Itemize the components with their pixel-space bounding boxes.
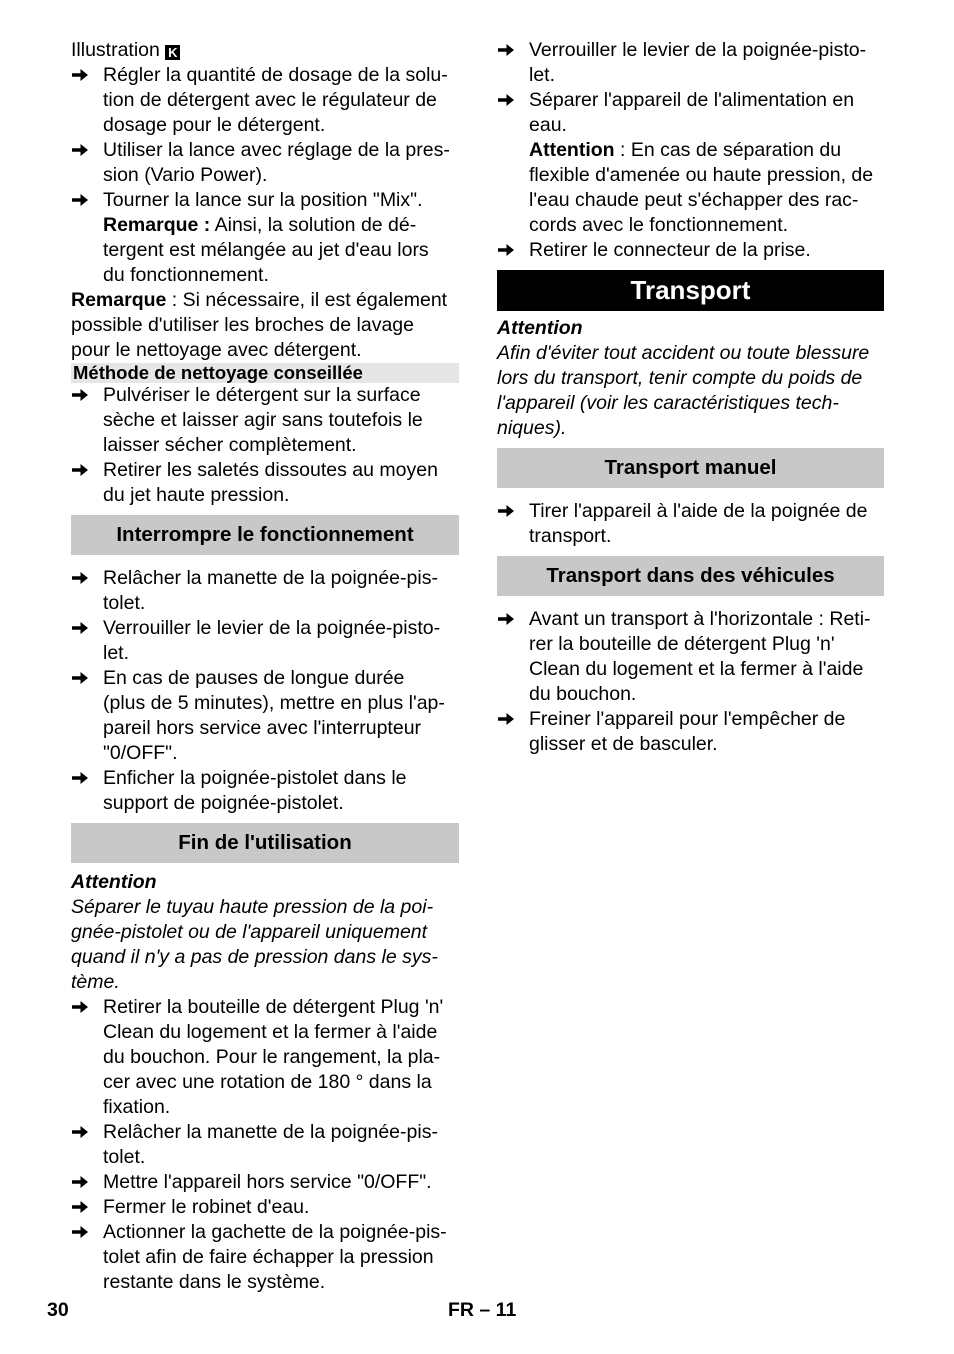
- arrow-right-icon: [497, 38, 519, 63]
- list-item-text: Relâcher la manette de la poignée-pis- tolet.: [103, 1121, 438, 1168]
- list-item: [71, 63, 459, 138]
- list-item-text: Séparer l'appareil de l'alimentation en eau.: [529, 89, 855, 136]
- list-item: [71, 188, 459, 213]
- arrow-right-icon: [71, 1220, 93, 1245]
- illustration-ref: Illustration K: [71, 38, 459, 63]
- list-item-text: Freiner l'appareil pour l'empêcher de glisser et de basculer.: [529, 708, 846, 755]
- bullet-list-e: [497, 38, 884, 138]
- remark-1-lines: Ainsi, la solution de dé- tergent est mélangée au jet d'eau lors du fonctionnement.: [103, 214, 429, 286]
- attention-text-transport: Afin d'éviter tout accident ou toute blessure lors du transport, tenir compte du poids de l'appareil (voir les caractéristiques tech- niques).: [497, 342, 870, 439]
- list-item-text: Retirer la bouteille de détergent Plug 'n' Clean du logement et la fermer à l'aide du bouchon. Pour le rangement, la pla- cer avec une rotation de 180 ° dans la fixation.: [103, 996, 444, 1118]
- section-heading-transport-vehicules: Transport dans des véhicules: [497, 556, 884, 596]
- list-item-text: Utiliser la lance avec réglage de la pres- sion (Vario Power).: [103, 139, 450, 186]
- list-item: [497, 499, 884, 549]
- list-item: [71, 458, 459, 508]
- arrow-right-icon: [71, 138, 93, 163]
- list-item: [71, 1170, 459, 1195]
- list-item: [497, 38, 884, 88]
- list-item: [71, 995, 459, 1120]
- list-item-text: Tourner la lance sur la position "Mix".: [103, 189, 423, 211]
- bullet-list-d: [71, 995, 459, 1295]
- list-item: [71, 1220, 459, 1295]
- list-item-text: Enficher la poignée-pistolet dans le support de poignée-pistolet.: [103, 767, 407, 814]
- list-item: [497, 238, 884, 263]
- bullet-list-h: [497, 607, 884, 757]
- remark-2-lines: : Si nécessaire, il est également possible d'utiliser les broches de lavage pour le nettoyage avec détergent.: [71, 289, 448, 361]
- illustration-k-badge: K: [165, 45, 180, 60]
- right-column: [497, 38, 884, 757]
- list-item-text: Retirer le connecteur de la prise.: [529, 239, 811, 261]
- list-item: [497, 88, 884, 138]
- list-item: [497, 607, 884, 707]
- list-item: [71, 766, 459, 816]
- list-item: [71, 666, 459, 766]
- arrow-right-icon: [71, 1195, 93, 1220]
- list-item-text: Régler la quantité de dosage de la solu- tion de détergent avec le régulateur de dosage pour le détergent.: [103, 64, 448, 136]
- list-item-text: Pulvériser le détergent sur la surface sèche et laisser agir sans toutefois le laisser sécher complètement.: [103, 384, 423, 456]
- list-item-text: Retirer les saletés dissoutes au moyen du jet haute pression.: [103, 459, 438, 506]
- bullet-list-a: [71, 63, 459, 213]
- arrow-right-icon: [71, 188, 93, 213]
- bullet-list-c: [71, 566, 459, 816]
- list-item-text: Verrouiller le levier de la poignée-pisto- let.: [529, 39, 867, 86]
- list-item: [71, 383, 459, 458]
- list-item: [71, 138, 459, 188]
- arrow-right-icon: [71, 1170, 93, 1195]
- list-item-text: Relâcher la manette de la poignée-pis- tolet.: [103, 567, 438, 614]
- arrow-right-icon: [71, 566, 93, 591]
- arrow-right-icon: [497, 707, 519, 732]
- arrow-right-icon: [71, 995, 93, 1020]
- arrow-right-icon: [71, 616, 93, 641]
- list-item-text: En cas de pauses de longue durée (plus de 5 minutes), mettre en plus l'ap- pareil hors service avec l'interrupteur "0/OFF".: [103, 667, 445, 764]
- list-item-text: Verrouiller le levier de la poignée-pisto- let.: [103, 617, 441, 664]
- arrow-right-icon: [71, 766, 93, 791]
- remark-2: Remarque : Si nécessaire, il est également possible d'utiliser les broches de lavage pour le nettoyage avec détergent.: [71, 289, 448, 361]
- arrow-right-icon: [497, 607, 519, 632]
- page-ref: FR – 11: [448, 1299, 517, 1321]
- list-item: [497, 707, 884, 757]
- arrow-right-icon: [497, 238, 519, 263]
- remark-1: Remarque : Ainsi, la solution de dé- tergent est mélangée au jet d'eau lors du fonctionnement.: [103, 214, 429, 286]
- bullet-list-g: [497, 499, 884, 549]
- section-heading-fin: Fin de l'utilisation: [71, 823, 459, 863]
- section-heading-transport: Transport: [497, 270, 884, 311]
- method-heading: Méthode de nettoyage conseillée: [71, 363, 459, 383]
- list-item: [71, 616, 459, 666]
- page-number: 30: [47, 1299, 69, 1321]
- list-item: [71, 1195, 459, 1220]
- attention-label-transport: Attention: [497, 317, 583, 339]
- list-item-text: Tirer l'appareil à l'aide de la poignée de transport.: [529, 500, 868, 547]
- arrow-right-icon: [71, 666, 93, 691]
- list-item: [71, 566, 459, 616]
- list-item: [71, 1120, 459, 1170]
- attention-label: Attention: [71, 871, 157, 893]
- arrow-right-icon: [497, 499, 519, 524]
- section-heading-interrompre: Interrompre le fonctionnement: [71, 515, 459, 555]
- list-item-text: Mettre l'appareil hors service "0/OFF".: [103, 1171, 432, 1193]
- arrow-right-icon: [71, 63, 93, 88]
- list-item-text: Avant un transport à l'horizontale : Reti- rer la bouteille de détergent Plug 'n' Clean du logement et la fermer à l'aide du bouchon.: [529, 608, 871, 705]
- list-item-text: Fermer le robinet d'eau.: [103, 1196, 310, 1218]
- bullet-list-f: [497, 238, 884, 263]
- arrow-right-icon: [71, 458, 93, 483]
- arrow-right-icon: [71, 1120, 93, 1145]
- bullet-list-b: [71, 383, 459, 508]
- attention-note-lines: : En cas de séparation du flexible d'amenée ou haute pression, de l'eau chaude peut s'échapper des rac- cords avec le fonctionnement.: [529, 139, 874, 236]
- attention-note: Attention : En cas de séparation du flexible d'amenée ou haute pression, de l'eau chaude peut s'échapper des rac- cords avec le fonctionnement.: [529, 139, 874, 236]
- arrow-right-icon: [71, 383, 93, 408]
- arrow-right-icon: [497, 88, 519, 113]
- list-item-text: Actionner la gachette de la poignée-pis- tolet afin de faire échapper la pression restante dans le système.: [103, 1221, 447, 1293]
- left-column: [71, 38, 459, 1295]
- section-heading-transport-manuel: Transport manuel: [497, 448, 884, 488]
- attention-text: Séparer le tuyau haute pression de la poi- gnée-pistolet ou de l'appareil uniquement quand il n'y a pas de pression dans le sys- tème.: [71, 896, 438, 993]
